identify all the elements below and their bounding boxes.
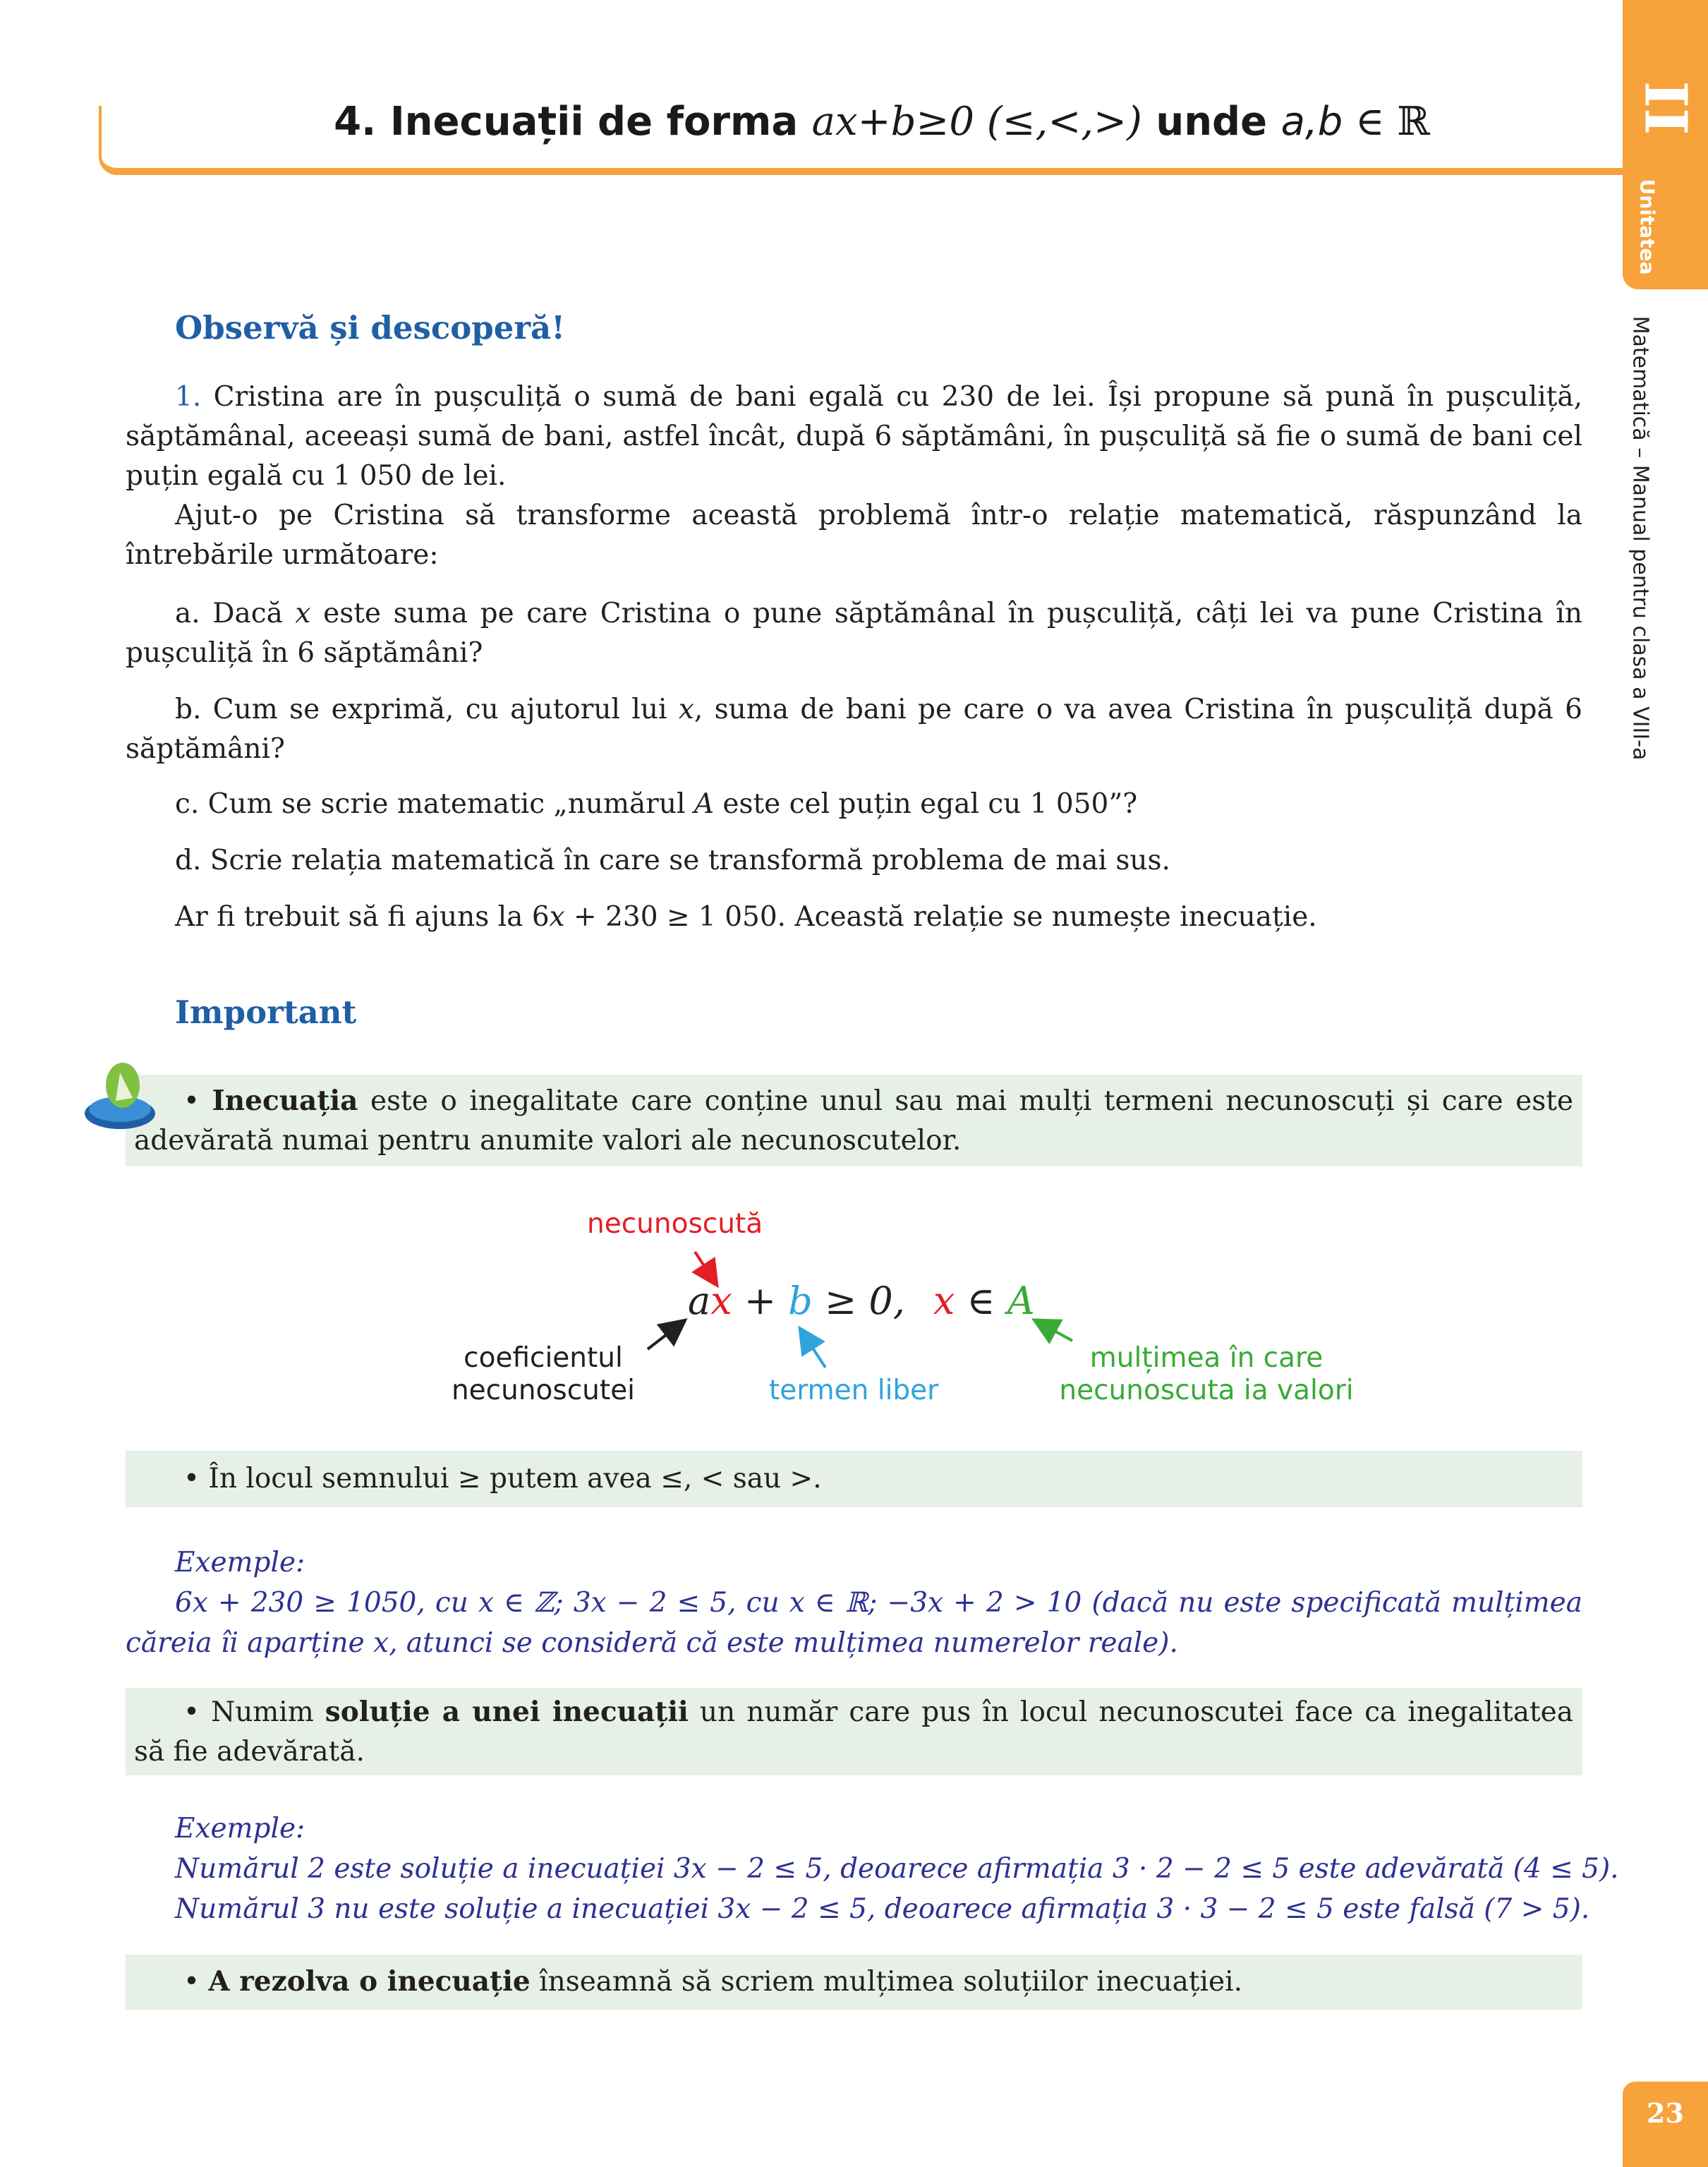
definition-inecuatie: • Inecuația este o inegalitate care conține unul sau mai mulți termeni necunoscuți și care este adevărată numai pentru anumite valori ale necunoscutelor.: [134, 1085, 1573, 1157]
sign-note: • În locul semnului ≥ putem avea ≤, < sau >.: [183, 1463, 822, 1495]
problem-text: 1. Cristina are în pușculiță o sumă de bani egală cu 230 de lei. Își propune să pună în pușculiță, săptămânal, aceeași sumă de bani, astfel încât, după 6 săptămâni, în pușculiță să fie o sumă de bani cel puțin egală cu 1 050 de lei.: [126, 381, 1582, 492]
label-free-term: termen liber: [769, 1375, 939, 1406]
examples-label-1: Exemple:: [175, 1547, 305, 1579]
arrow-coefficient: [648, 1325, 679, 1349]
page-number: 23: [1623, 2082, 1708, 2167]
question-c: c. Cum se scrie matematic „numărul A este cel puțin egal cu 1 050”?: [175, 788, 1138, 820]
examples-text-1: 6x + 230 ≥ 1050, cu x ∈ ℤ; 3x − 2 ≤ 5, cu x ∈ ℝ; −3x + 2 > 10 (dacă nu este specificată mulțimea căreia îi aparține x, atunci se consideră că este mulțimea numerelor reale).: [126, 1587, 1582, 1659]
label-value-set: mulțimea în care necunoscuta ia valori: [1059, 1342, 1354, 1406]
label-coefficient: coeficientul necunoscutei: [451, 1342, 636, 1406]
help-text: Ajut-o pe Cristina să transforme această problemă într-o relație matematică, răspunzând la întrebările următoare:: [126, 500, 1582, 571]
problem-number: 1.: [175, 381, 202, 413]
general-inequation: ax + b ≥ 0, x ∈ A: [688, 1279, 1035, 1323]
arrow-value-set: [1041, 1324, 1072, 1341]
definition-solve: • A rezolva o inecuație înseamnă să scriem mulțimea soluțiilor inecuației.: [183, 1965, 1242, 1998]
unit-label: Unitatea: [1635, 179, 1659, 275]
book-title: Matematică – Manual pentru clasa a VIII-a: [1628, 315, 1653, 761]
question-b: b. Cum se exprimă, cu ajutorul lui x, suma de bani pe care o va avea Cristina în pușculiță după 6 săptămâni?: [126, 694, 1582, 765]
label-unknown: necunoscută: [587, 1208, 763, 1240]
unit-number: II: [1631, 80, 1700, 135]
page-title: 4. Inecuații de forma ax+b≥0 (≤,<,>) unde a,b ∈ ℝ: [334, 99, 1430, 145]
conclusion: Ar fi trebuit să fi ajuns la 6x + 230 ≥ 1 050. Această relație se numește inecuație.: [175, 901, 1317, 933]
definition-solution: • Numim soluție a unei inecuații un număr care pus în locul necunoscutei face ca inegalitatea să fie adevărată.: [134, 1696, 1573, 1768]
examples-label-2: Exemple:: [175, 1813, 305, 1845]
observe-heading: Observă și descoperă!: [175, 309, 565, 346]
important-heading: Important: [175, 994, 357, 1031]
question-a: a. Dacă x este suma pe care Cristina o pune săptămânal în pușculiță, câți lei va pune Cristina în pușculiță în 6 săptămâni?: [126, 598, 1582, 669]
question-d: d. Scrie relația matematică în care se transformă problema de mai sus.: [175, 845, 1170, 876]
example-line-1: Numărul 2 este soluție a inecuației 3x − 2 ≤ 5, deoarece afirmația 3 · 2 − 2 ≤ 5 este adevărată (4 ≤ 5).: [175, 1853, 1619, 1885]
arrow-unknown: [695, 1252, 713, 1279]
arrow-free-term: [804, 1335, 825, 1368]
example-line-2: Numărul 3 nu este soluție a inecuației 3x − 2 ≤ 5, deoarece afirmația 3 · 3 − 2 ≤ 5 este falsă (7 > 5).: [175, 1893, 1590, 1925]
